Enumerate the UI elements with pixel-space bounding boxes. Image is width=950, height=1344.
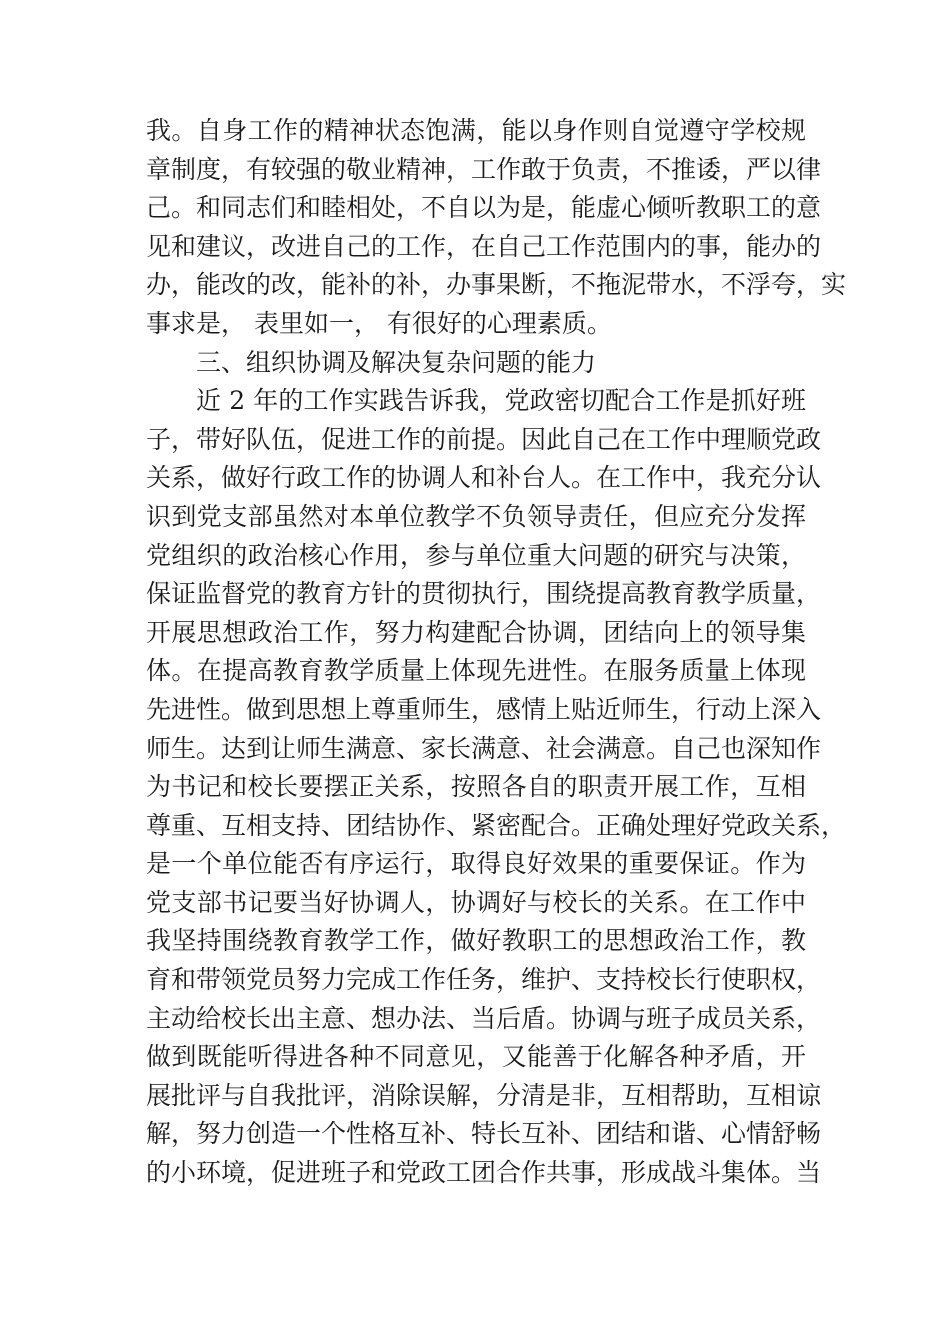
text-line: 开展思想政治工作，努力构建配合协调，团结向上的领导集 bbox=[146, 617, 806, 647]
text-line: 我。自身工作的精神状态饱满，能以身作则自觉遵守学校规 bbox=[146, 116, 806, 145]
text-line: 师生。达到让师生满意、家长满意、社会满意。自己也深知作 bbox=[146, 733, 822, 763]
text-line: 做到既能听得进各种不同意见，又能善于化解各种矛盾，开 bbox=[146, 1042, 806, 1072]
text-line: 展批评与自我批评，消除误解，分清是非，互相帮助，互相谅 bbox=[146, 1080, 822, 1110]
text-line: 育和带领党员努力完成工作任务，维护、支持校长行使职权， bbox=[146, 965, 822, 995]
text-line: 先进性。做到思想上尊重师生，感情上贴近师生，行动上深入 bbox=[146, 694, 822, 724]
text-line: 的小环境，促进班子和党政工团合作共事，形成战斗集体。当 bbox=[146, 1158, 822, 1188]
text-line: 关系，做好行政工作的协调人和补台人。在工作中，我充分认 bbox=[146, 463, 822, 493]
text-line: 主动给校长出主意、想办法、当后盾。协调与班子成员关系， bbox=[146, 1003, 822, 1033]
text-line: 我坚持围绕教育教学工作，做好教职工的思想政治工作，教 bbox=[146, 926, 806, 956]
text-line: 见和建议，改进自己的工作，在自己工作范围内的事，能办的 bbox=[146, 231, 822, 261]
text-line: 识到党支部虽然对本单位教学不负领导责任，但应充分发挥 bbox=[146, 501, 806, 531]
section-heading: 三、组织协调及解决复杂问题的能力 bbox=[196, 347, 597, 377]
text-line: 解，努力创造一个性格互补、特长互补、团结和谐、心情舒畅 bbox=[146, 1119, 822, 1149]
text-line: 近 2 年的工作实践告诉我，党政密切配合工作是抓好班 bbox=[196, 386, 806, 416]
text-line: 己。和同志们和睦相处，不自以为是，能虚心倾听教职工的意 bbox=[146, 193, 822, 223]
text-line: 是一个单位能否有序运行，取得良好效果的重要保证。作为 bbox=[146, 849, 806, 879]
text-line: 体。在提高教育教学质量上体现先进性。在服务质量上体现 bbox=[146, 656, 806, 686]
text-line: 章制度，有较强的敬业精神，工作敢于负责，不推诿，严以律 bbox=[146, 154, 822, 184]
body-text bbox=[146, 112, 847, 1193]
text-line: 办，能改的改，能补的补，办事果断，不拖泥带水，不浮夸，实 bbox=[146, 270, 847, 300]
text-line: 保证监督党的教育方针的贯彻执行，围绕提高教育教学质量， bbox=[146, 579, 822, 609]
text-line: 尊重、互相支持、团结协作、紧密配合。正确处理好党政关系， bbox=[146, 810, 847, 840]
text-line: 党组织的政治核心作用，参与单位重大问题的研究与决策， bbox=[146, 540, 806, 570]
text-line: 子，带好队伍，促进工作的前提。因此自己在工作中理顺党政 bbox=[146, 424, 822, 454]
text-line: 事求是， 表里如一， 有很好的心理素质。 bbox=[146, 308, 612, 338]
text-line: 为书记和校长要摆正关系，按照各自的职责开展工作，互相 bbox=[146, 772, 806, 802]
text-line: 党支部书记要当好协调人，协调好与校长的关系。在工作中 bbox=[146, 887, 806, 917]
